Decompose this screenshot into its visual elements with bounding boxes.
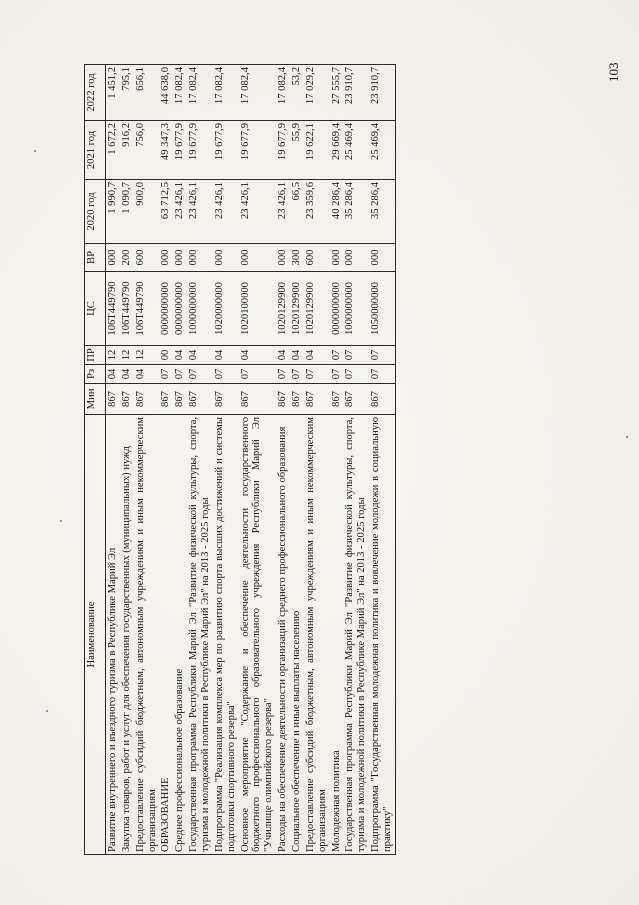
- row-vr: 300: [290, 244, 304, 272]
- row-2020: 23 426,1: [173, 180, 187, 244]
- row-name: Расходы на обеспечение деятельности организаций среднего профессионального образования: [276, 415, 290, 855]
- row-rz: 07: [343, 365, 369, 384]
- budget-table-rotated: [84, 65, 554, 855]
- table-row: [159, 65, 173, 855]
- row-vr: 000: [106, 244, 120, 272]
- row-2022: 656,1: [134, 65, 160, 121]
- row-2020: 35 286,4: [369, 180, 395, 244]
- row-min: 867: [343, 384, 369, 415]
- row-vr: 000: [213, 244, 239, 272]
- row-cs: 1000000000: [343, 272, 369, 346]
- row-pr: 07: [343, 346, 369, 365]
- header-2021: 2021 год: [85, 121, 106, 180]
- row-rz: 07: [173, 365, 187, 384]
- row-cs: 1050000000: [369, 272, 395, 346]
- row-rz: 04: [106, 365, 120, 384]
- row-rz: 07: [239, 365, 277, 384]
- row-rz: 07: [290, 365, 304, 384]
- row-min: 867: [304, 384, 330, 415]
- row-vr: 600: [304, 244, 330, 272]
- table-row: [173, 65, 187, 855]
- row-name: Подпрограмма "Государственная молодежная политика и вовлечение молодежи в социальную практику": [369, 415, 395, 855]
- row-name: Государственная программа Республики Марий Эл "Развитие физической культуры, спорта, туризма и молодежной политики в Республике Марий Эл" на 2013 - 2025 годы: [343, 415, 369, 855]
- row-cs: 1000000000: [187, 272, 213, 346]
- scan-speck: [34, 150, 36, 152]
- row-2021: 49 347,3: [159, 121, 173, 180]
- row-name: Государственная программа Республики Марий Эл "Развитие физической культуры, спорта, туризма и молодежной политики в Республике Марий Эл" на 2013 - 2025 годы: [187, 415, 213, 855]
- row-rz: 07: [276, 365, 290, 384]
- row-cs: 0000000000: [173, 272, 187, 346]
- row-2021: 19 677,9: [173, 121, 187, 180]
- row-rz: 07: [159, 365, 173, 384]
- row-2022: 1 451,2: [106, 65, 120, 121]
- row-cs: 1020100000: [239, 272, 277, 346]
- row-pr: 07: [369, 346, 395, 365]
- row-min: 867: [330, 384, 344, 415]
- row-2020: 23 426,1: [239, 180, 277, 244]
- row-2021: 55,9: [290, 121, 304, 180]
- row-min: 867: [120, 384, 134, 415]
- row-pr: 04: [173, 346, 187, 365]
- row-name: Закупка товаров, работ и услуг для обеспечения государственных (муниципальных) нужд: [120, 415, 134, 855]
- row-cs: 106Т449790: [106, 272, 120, 346]
- row-vr: 000: [343, 244, 369, 272]
- header-cs: ЦС: [85, 272, 106, 346]
- header-2020: 2020 год: [85, 180, 106, 244]
- page-number: 103: [606, 62, 621, 82]
- row-min: 867: [290, 384, 304, 415]
- row-2021: 916,2: [120, 121, 134, 180]
- budget-table: [84, 64, 396, 855]
- row-2020: 23 426,1: [213, 180, 239, 244]
- row-min: 867: [106, 384, 120, 415]
- row-min: 867: [187, 384, 213, 415]
- row-vr: 200: [120, 244, 134, 272]
- row-name: Подпрограмма "Реализация комплекса мер по развитию спорта высших достижений и системы подготовки спортивного резерва": [213, 415, 239, 855]
- row-pr: 04: [213, 346, 239, 365]
- row-pr: 12: [134, 346, 160, 365]
- row-2020: 66,5: [290, 180, 304, 244]
- row-cs: 1020129900: [290, 272, 304, 346]
- row-2021: 25 469,4: [369, 121, 395, 180]
- row-2021: 19 677,9: [213, 121, 239, 180]
- row-2021: 19 677,9: [239, 121, 277, 180]
- table-row: [187, 65, 213, 855]
- table-row: [290, 65, 304, 855]
- row-cs: 1020000000: [213, 272, 239, 346]
- row-2022: 17 082,4: [213, 65, 239, 121]
- row-rz: 04: [120, 365, 134, 384]
- row-2022: 44 638,0: [159, 65, 173, 121]
- row-pr: 04: [239, 346, 277, 365]
- row-2021: 25 469,4: [343, 121, 369, 180]
- row-cs: 1020129900: [276, 272, 290, 346]
- row-name: ОБРАЗОВАНИЕ: [159, 415, 173, 855]
- row-cs: 106Т449790: [134, 272, 160, 346]
- row-2022: 17 082,4: [173, 65, 187, 121]
- row-2022: 17 082,4: [239, 65, 277, 121]
- row-2021: 1 672,2: [106, 121, 120, 180]
- row-rz: 04: [134, 365, 160, 384]
- row-pr: 07: [330, 346, 344, 365]
- table-row: [369, 65, 395, 855]
- row-2021: 19 677,9: [187, 121, 213, 180]
- row-pr: 04: [276, 346, 290, 365]
- header-2022: 2022 год: [85, 65, 106, 121]
- row-min: 867: [134, 384, 160, 415]
- row-rz: 07: [330, 365, 344, 384]
- row-2020: 900,0: [134, 180, 160, 244]
- row-name: Основное мероприятие "Содержание и обеспечение деятельности государственного бюджетного профессионального образовательного учреждения Республики Марий Эл "Училище олимпийского резерва": [239, 415, 277, 855]
- row-min: 867: [173, 384, 187, 415]
- scan-speck: [46, 710, 48, 712]
- row-2020: 1 990,7: [106, 180, 120, 244]
- table-row: [106, 65, 120, 855]
- row-min: 867: [276, 384, 290, 415]
- row-2022: 53,2: [290, 65, 304, 121]
- row-cs: 1020129900: [304, 272, 330, 346]
- header-rz: Рз: [85, 365, 106, 384]
- row-pr: 04: [304, 346, 330, 365]
- row-2020: 40 286,4: [330, 180, 344, 244]
- row-vr: 000: [173, 244, 187, 272]
- row-vr: 000: [159, 244, 173, 272]
- row-2022: 795,1: [120, 65, 134, 121]
- row-pr: 12: [120, 346, 134, 365]
- row-2020: 35 286,4: [343, 180, 369, 244]
- row-pr: 12: [106, 346, 120, 365]
- row-cs: 106Т449790: [120, 272, 134, 346]
- row-2022: 23 910,7: [369, 65, 395, 121]
- row-rz: 07: [304, 365, 330, 384]
- table-row: [213, 65, 239, 855]
- row-2022: 27 555,7: [330, 65, 344, 121]
- row-2020: 63 712,5: [159, 180, 173, 244]
- table-header-row: [85, 65, 106, 855]
- header-vr: ВР: [85, 244, 106, 272]
- row-name: Развитие внутреннего и въездного туризма в Республике Марий Эл: [106, 415, 120, 855]
- row-2021: 19 677,9: [276, 121, 290, 180]
- header-name: Наименование: [85, 415, 106, 855]
- row-2020: 1 090,7: [120, 180, 134, 244]
- row-vr: 000: [369, 244, 395, 272]
- row-vr: 000: [330, 244, 344, 272]
- row-2022: 23 910,7: [343, 65, 369, 121]
- row-2020: 23 426,1: [187, 180, 213, 244]
- row-min: 867: [239, 384, 277, 415]
- row-2022: 17 082,4: [276, 65, 290, 121]
- scan-speck: [626, 436, 628, 438]
- table-row: [134, 65, 160, 855]
- row-2021: 29 669,4: [330, 121, 344, 180]
- table-row: [343, 65, 369, 855]
- row-2020: 23 359,6: [304, 180, 330, 244]
- row-vr: 000: [239, 244, 277, 272]
- header-min: Мин: [85, 384, 106, 415]
- row-vr: 600: [134, 244, 160, 272]
- row-pr: 00: [159, 346, 173, 365]
- row-rz: 07: [187, 365, 213, 384]
- row-cs: 0000000000: [159, 272, 173, 346]
- row-name: Предоставление субсидий бюджетным, автономным учреждениям и иным некоммерческим организациям: [304, 415, 330, 855]
- row-min: 867: [369, 384, 395, 415]
- row-2022: 17 029,2: [304, 65, 330, 121]
- row-min: 867: [213, 384, 239, 415]
- row-name: Социальное обеспечение и иные выплаты населению: [290, 415, 304, 855]
- row-name: Молодежная политика: [330, 415, 344, 855]
- row-pr: 04: [187, 346, 213, 365]
- table-row: [276, 65, 290, 855]
- row-pr: 04: [290, 346, 304, 365]
- row-rz: 07: [369, 365, 395, 384]
- row-2020: 23 426,1: [276, 180, 290, 244]
- table-row: [304, 65, 330, 855]
- row-2021: 19 622,1: [304, 121, 330, 180]
- scan-speck: [60, 520, 62, 522]
- header-pr: ПР: [85, 346, 106, 365]
- table-row: [120, 65, 134, 855]
- row-vr: 000: [276, 244, 290, 272]
- row-name: Предоставление субсидий бюджетным, автономным учреждениям и иным некоммерческим организациям: [134, 415, 160, 855]
- row-2021: 756,0: [134, 121, 160, 180]
- table-row: [330, 65, 344, 855]
- row-rz: 07: [213, 365, 239, 384]
- row-min: 867: [159, 384, 173, 415]
- row-2022: 17 082,4: [187, 65, 213, 121]
- row-name: Среднее профессиональное образование: [173, 415, 187, 855]
- row-cs: 0000000000: [330, 272, 344, 346]
- table-row: [239, 65, 277, 855]
- row-vr: 000: [187, 244, 213, 272]
